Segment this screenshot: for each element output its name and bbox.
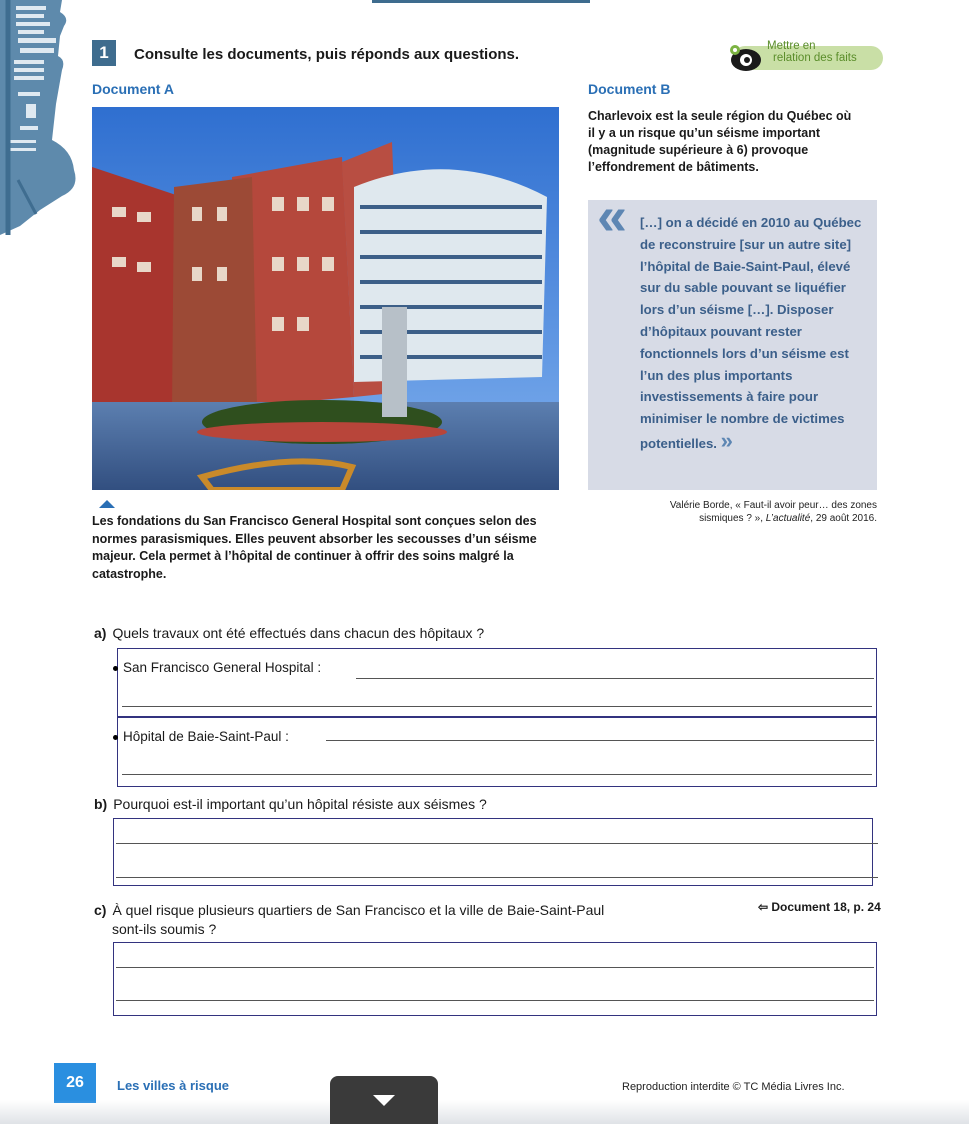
- exercise-instruction: Consulte les documents, puis réponds aux questions.: [134, 46, 520, 63]
- copyright-notice: Reproduction interdite © TC Média Livres Inc.: [622, 1081, 845, 1093]
- source-line-1: Valérie Borde, « Faut-il avoir peur… des zones: [669, 500, 877, 511]
- top-rule: [372, 0, 590, 3]
- source-line-2: [600, 512, 877, 525]
- answer-area-c[interactable]: [113, 942, 877, 1016]
- question-b-text: Pourquoi est-il important qu’un hôpital résiste aux séismes ?: [113, 796, 487, 812]
- answer-area-b[interactable]: [113, 818, 873, 886]
- question-a-text: Quels travaux ont été effectués dans chacun des hôpitaux ?: [112, 625, 485, 641]
- fill-line: [356, 678, 874, 679]
- source-part-a: sismiques ? »,: [699, 513, 766, 524]
- document-a-heading: Document A: [92, 81, 174, 97]
- close-quote-icon: »: [720, 427, 733, 453]
- source-date: , 29 août 2016.: [810, 513, 877, 524]
- answer-rule: [116, 1000, 874, 1001]
- answer-area-a1[interactable]: [117, 648, 877, 717]
- document-reference-text: Document 18, p. 24: [771, 900, 881, 914]
- chapter-title: Les villes à risque: [117, 1078, 230, 1093]
- eye-icon: [726, 42, 762, 74]
- badge-line-2: relation des faits: [773, 52, 857, 64]
- page-number: 26: [54, 1063, 96, 1103]
- question-c-letter: c): [94, 902, 107, 918]
- field-label-sf-text: San Francisco General Hospital :: [123, 660, 322, 675]
- bullet-icon: [113, 735, 118, 740]
- answer-rule: [122, 774, 872, 775]
- answer-rule: [122, 706, 872, 707]
- bullet-icon: [113, 666, 118, 671]
- question-a-letter: a): [94, 625, 107, 641]
- question-c: [94, 901, 694, 939]
- caption-marker-icon: [99, 500, 115, 508]
- quote-body: […] on a décidé en 2010 au Québec de reconstruire [sur un autre site] l’hôpital de Baie-Saint-Paul, élevé sur du sable pouvant se liquéfier lors d’un séisme […]. Disposer d’hôpitaux pouvant rester fonctionnels lors d’un séisme est l’un des plus importants investissements à faire pour minimiser le nombre de victimes potentielles.: [640, 215, 862, 451]
- fill-line: [326, 740, 874, 741]
- answer-rule: [116, 967, 874, 968]
- skill-badge: [767, 40, 887, 64]
- city-illustration: [0, 0, 80, 235]
- document-b-intro: Charlevoix est la seule région du Québec où il y a un risque qu’un séisme important (magnitude supérieure à 6) provoque l’effondrement de bâtiments.: [588, 109, 852, 174]
- question-b: [94, 796, 487, 812]
- field-label-bsp-hospital: [113, 729, 289, 744]
- scroll-down-button[interactable]: [330, 1076, 438, 1124]
- document-reference-link[interactable]: [758, 900, 881, 914]
- answer-rule: [116, 843, 878, 844]
- document-a-caption: Les fondations du San Francisco General Hospital sont conçues selon des normes parasismiques. Elles peuvent absorber les secousses d’un séisme majeur. Cela permet à l’hôpital de continuer à offrir des soins malgré la catastrophe.: [92, 514, 537, 581]
- arrow-back-icon: ⇦: [758, 900, 772, 914]
- quote-source: [600, 499, 877, 525]
- question-b-letter: b): [94, 796, 108, 812]
- question-c-text-1: À quel risque plusieurs quartiers de San Francisco et la ville de Baie-Saint-Paul: [112, 902, 605, 918]
- answer-area-a2[interactable]: [117, 717, 877, 787]
- field-label-sf-hospital: [113, 660, 321, 675]
- document-b-heading: Document B: [588, 81, 671, 97]
- question-a: [94, 625, 484, 641]
- question-c-text-2: sont-ils soumis ?: [112, 921, 217, 937]
- hospital-building-photo: [92, 107, 559, 490]
- exercise-number: 1: [92, 40, 116, 66]
- source-publication: L’actualité: [765, 513, 811, 524]
- badge-line-1: Mettre en: [767, 40, 816, 52]
- open-quote-icon: «: [597, 186, 628, 246]
- quote-text: [640, 212, 864, 455]
- chevron-down-icon: [373, 1095, 395, 1107]
- field-label-bsp-text: Hôpital de Baie-Saint-Paul :: [123, 729, 289, 744]
- answer-rule: [116, 877, 878, 878]
- bottom-shade: [0, 1100, 969, 1124]
